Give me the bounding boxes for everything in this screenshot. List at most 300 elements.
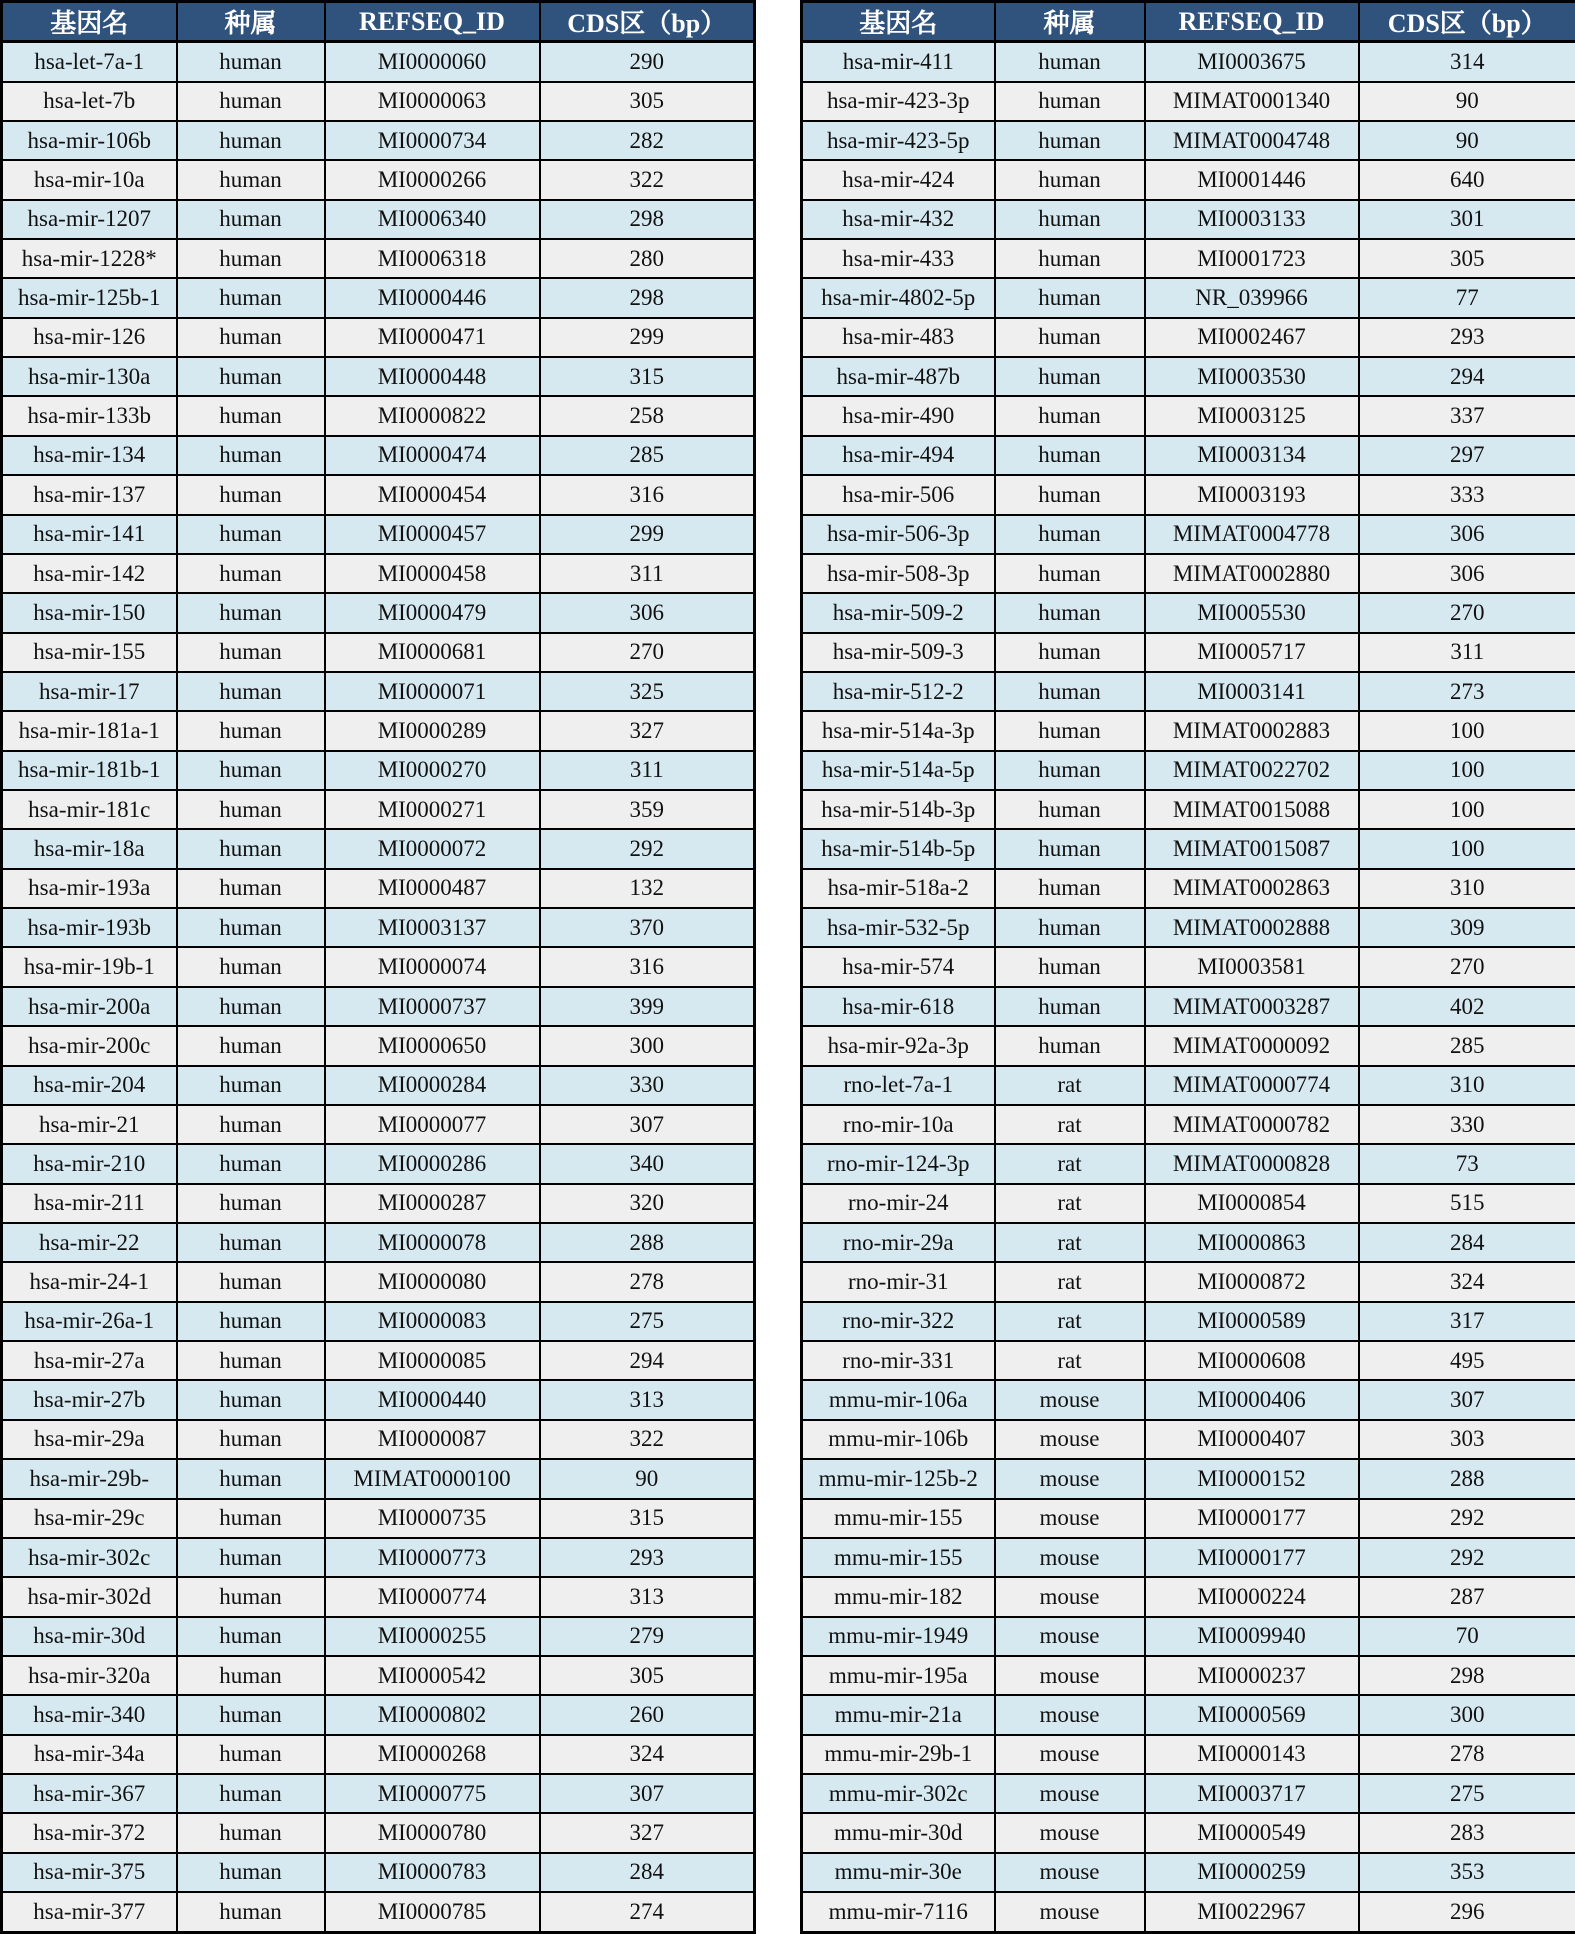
cell-refseq-id: MI0000268 [325, 1735, 540, 1774]
cell-cds-length: 282 [540, 121, 755, 160]
cell-gene-name: hsa-mir-487b [802, 357, 995, 396]
cell-refseq-id: MI0001723 [1145, 239, 1359, 278]
cell-cds-length: 307 [540, 1105, 755, 1144]
table-row [2, 751, 755, 790]
table-row [2, 357, 755, 396]
cell-cds-length: 132 [540, 869, 755, 908]
cell-gene-name: hsa-mir-514a-5p [802, 751, 995, 790]
header-refseq-id: REFSEQ_ID [1145, 2, 1359, 42]
cell-gene-name: hsa-mir-24-1 [2, 1262, 177, 1301]
table-row [802, 554, 1575, 593]
table-row [2, 160, 755, 199]
table-row [2, 1853, 755, 1892]
cell-refseq-id: MI0003125 [1145, 396, 1359, 435]
cell-species: human [177, 200, 325, 239]
cell-refseq-id: MI0000569 [1145, 1695, 1359, 1734]
cell-refseq-id: MIMAT0000774 [1145, 1066, 1359, 1105]
cell-species: rat [995, 1144, 1145, 1183]
cell-refseq-id: MI0000681 [325, 633, 540, 672]
table-row [2, 1026, 755, 1065]
cell-refseq-id: MI0000224 [1145, 1577, 1359, 1616]
table-row [2, 1499, 755, 1538]
cell-cds-length: 284 [1359, 1223, 1575, 1262]
cell-species: human [995, 357, 1145, 396]
cell-refseq-id: MI0005530 [1145, 593, 1359, 632]
cell-species: human [177, 1499, 325, 1538]
cell-gene-name: hsa-let-7b [2, 82, 177, 121]
cell-gene-name: hsa-let-7a-1 [2, 42, 177, 82]
cell-species: human [995, 987, 1145, 1026]
cell-species: human [177, 829, 325, 868]
cell-refseq-id: MI0000734 [325, 121, 540, 160]
table-row [802, 672, 1575, 711]
cell-species: human [177, 1538, 325, 1577]
cell-cds-length: 273 [1359, 672, 1575, 711]
cell-species: mouse [995, 1695, 1145, 1734]
cell-cds-length: 298 [540, 200, 755, 239]
cell-species: rat [995, 1223, 1145, 1262]
cell-refseq-id: MI0000822 [325, 396, 540, 435]
cell-gene-name: hsa-mir-424 [802, 160, 995, 199]
table-body-right [802, 42, 1575, 1933]
cell-cds-length: 280 [540, 239, 755, 278]
cell-refseq-id: MI0000457 [325, 515, 540, 554]
table-row [2, 593, 755, 632]
cell-gene-name: rno-mir-10a [802, 1105, 995, 1144]
cell-cds-length: 307 [1359, 1380, 1575, 1419]
cell-gene-name: hsa-mir-490 [802, 396, 995, 435]
cell-gene-name: hsa-mir-509-3 [802, 633, 995, 672]
cell-refseq-id: MI0003133 [1145, 200, 1359, 239]
cell-cds-length: 320 [540, 1184, 755, 1223]
table-row [802, 633, 1575, 672]
cell-refseq-id: MI0000542 [325, 1656, 540, 1695]
cell-refseq-id: MIMAT0000092 [1145, 1026, 1359, 1065]
cell-species: human [177, 1184, 325, 1223]
table-row [2, 1538, 755, 1577]
cell-gene-name: hsa-mir-181b-1 [2, 751, 177, 790]
cell-gene-name: hsa-mir-494 [802, 436, 995, 475]
cell-gene-name: rno-mir-29a [802, 1223, 995, 1262]
cell-species: human [177, 554, 325, 593]
cell-gene-name: hsa-mir-506-3p [802, 515, 995, 554]
gene-table-left [0, 0, 756, 1934]
cell-species: human [177, 1144, 325, 1183]
cell-refseq-id: MI0000083 [325, 1302, 540, 1341]
cell-gene-name: mmu-mir-106a [802, 1380, 995, 1419]
cell-refseq-id: MI0003137 [325, 908, 540, 947]
cell-species: mouse [995, 1380, 1145, 1419]
table-row [2, 554, 755, 593]
cell-species: mouse [995, 1774, 1145, 1813]
cell-species: human [995, 200, 1145, 239]
cell-cds-length: 299 [540, 318, 755, 357]
cell-species: human [177, 396, 325, 435]
cell-refseq-id: MI0000266 [325, 160, 540, 199]
cell-cds-length: 294 [540, 1341, 755, 1380]
cell-cds-length: 288 [1359, 1459, 1575, 1498]
cell-species: human [995, 908, 1145, 947]
cell-gene-name: mmu-mir-30e [802, 1853, 995, 1892]
cell-refseq-id: MI0000589 [1145, 1302, 1359, 1341]
cell-cds-length: 285 [540, 436, 755, 475]
cell-refseq-id: MI0000085 [325, 1341, 540, 1380]
cell-gene-name: hsa-mir-26a-1 [2, 1302, 177, 1341]
table-row [802, 436, 1575, 475]
table-row [2, 1420, 755, 1459]
cell-gene-name: hsa-mir-21 [2, 1105, 177, 1144]
cell-species: human [177, 947, 325, 986]
cell-refseq-id: MI0000775 [325, 1774, 540, 1813]
table-row [2, 1144, 755, 1183]
cell-species: human [995, 160, 1145, 199]
cell-species: human [177, 436, 325, 475]
table-row [2, 1774, 755, 1813]
cell-refseq-id: MI0000237 [1145, 1656, 1359, 1695]
cell-refseq-id: MIMAT0004778 [1145, 515, 1359, 554]
cell-species: human [995, 318, 1145, 357]
cell-gene-name: hsa-mir-302d [2, 1577, 177, 1616]
cell-gene-name: hsa-mir-514b-3p [802, 790, 995, 829]
cell-cds-length: 324 [1359, 1262, 1575, 1301]
cell-cds-length: 300 [1359, 1695, 1575, 1734]
cell-species: human [995, 239, 1145, 278]
cell-cds-length: 311 [1359, 633, 1575, 672]
cell-refseq-id: MI0003530 [1145, 357, 1359, 396]
cell-refseq-id: MI0000774 [325, 1577, 540, 1616]
cell-refseq-id: MI0000060 [325, 42, 540, 82]
cell-gene-name: hsa-mir-130a [2, 357, 177, 396]
cell-refseq-id: MI0003134 [1145, 436, 1359, 475]
cell-cds-length: 293 [1359, 318, 1575, 357]
cell-cds-length: 278 [1359, 1735, 1575, 1774]
cell-refseq-id: MI0000407 [1145, 1420, 1359, 1459]
cell-gene-name: hsa-mir-22 [2, 1223, 177, 1262]
cell-gene-name: mmu-mir-155 [802, 1499, 995, 1538]
cell-species: human [995, 42, 1145, 82]
cell-species: human [995, 633, 1145, 672]
cell-gene-name: hsa-mir-367 [2, 1774, 177, 1813]
cell-gene-name: hsa-mir-372 [2, 1813, 177, 1852]
cell-gene-name: hsa-mir-29b- [2, 1459, 177, 1498]
cell-species: human [177, 239, 325, 278]
cell-cds-length: 327 [540, 1813, 755, 1852]
cell-gene-name: rno-mir-24 [802, 1184, 995, 1223]
cell-species: mouse [995, 1853, 1145, 1892]
cell-species: human [177, 1380, 325, 1419]
cell-cds-length: 337 [1359, 396, 1575, 435]
cell-species: human [995, 436, 1145, 475]
cell-gene-name: hsa-mir-193a [2, 869, 177, 908]
table-row [2, 200, 755, 239]
table-row [802, 1735, 1575, 1774]
header-gene-name: 基因名 [802, 2, 995, 42]
table-row [2, 1695, 755, 1734]
cell-cds-length: 303 [1359, 1420, 1575, 1459]
cell-cds-length: 292 [540, 829, 755, 868]
cell-species: human [177, 318, 325, 357]
cell-refseq-id: MI0000471 [325, 318, 540, 357]
cell-refseq-id: MI0000863 [1145, 1223, 1359, 1262]
table-row [802, 1262, 1575, 1301]
table-row [802, 42, 1575, 82]
cell-gene-name: hsa-mir-574 [802, 947, 995, 986]
cell-gene-name: hsa-mir-423-5p [802, 121, 995, 160]
cell-species: human [177, 1617, 325, 1656]
cell-gene-name: mmu-mir-125b-2 [802, 1459, 995, 1498]
cell-species: human [995, 711, 1145, 750]
cell-refseq-id: MI0003717 [1145, 1774, 1359, 1813]
cell-species: human [177, 1105, 325, 1144]
cell-species: human [177, 869, 325, 908]
header-gene-name: 基因名 [2, 2, 177, 42]
cell-gene-name: hsa-mir-514a-3p [802, 711, 995, 750]
table-row [802, 1026, 1575, 1065]
cell-gene-name: rno-mir-331 [802, 1341, 995, 1380]
table-row [2, 1223, 755, 1262]
cell-cds-length: 287 [1359, 1577, 1575, 1616]
cell-species: human [177, 987, 325, 1026]
cell-species: human [177, 278, 325, 317]
cell-gene-name: hsa-mir-106b [2, 121, 177, 160]
table-row [802, 908, 1575, 947]
cell-refseq-id: MI0000259 [1145, 1853, 1359, 1892]
cell-gene-name: mmu-mir-29b-1 [802, 1735, 995, 1774]
cell-refseq-id: MI0000446 [325, 278, 540, 317]
cell-species: human [177, 1420, 325, 1459]
cell-refseq-id: MI0003675 [1145, 42, 1359, 82]
table-row [802, 1066, 1575, 1105]
cell-gene-name: hsa-mir-29a [2, 1420, 177, 1459]
cell-gene-name: hsa-mir-181c [2, 790, 177, 829]
cell-gene-name: hsa-mir-34a [2, 1735, 177, 1774]
table-row [802, 790, 1575, 829]
cell-cds-length: 313 [540, 1380, 755, 1419]
cell-refseq-id: MI0003581 [1145, 947, 1359, 986]
table-row [2, 790, 755, 829]
cell-refseq-id: MI0000458 [325, 554, 540, 593]
table-row [2, 278, 755, 317]
table-row [802, 160, 1575, 199]
cell-species: human [177, 1656, 325, 1695]
cell-species: human [177, 908, 325, 947]
cell-refseq-id: MI0000802 [325, 1695, 540, 1734]
cell-species: human [177, 1341, 325, 1380]
cell-cds-length: 353 [1359, 1853, 1575, 1892]
cell-cds-length: 299 [540, 515, 755, 554]
cell-cds-length: 330 [1359, 1105, 1575, 1144]
cell-refseq-id: MI0000487 [325, 869, 540, 908]
cell-species: rat [995, 1184, 1145, 1223]
table-row [802, 1341, 1575, 1380]
cell-gene-name: hsa-mir-137 [2, 475, 177, 514]
cell-refseq-id: MI0000074 [325, 947, 540, 986]
table-row [802, 947, 1575, 986]
cell-species: mouse [995, 1420, 1145, 1459]
table-row [2, 1735, 755, 1774]
cell-refseq-id: MI0000440 [325, 1380, 540, 1419]
cell-cds-length: 288 [540, 1223, 755, 1262]
table-row [802, 1538, 1575, 1577]
cell-gene-name: hsa-mir-92a-3p [802, 1026, 995, 1065]
table-row [2, 987, 755, 1026]
cell-gene-name: hsa-mir-27a [2, 1341, 177, 1380]
cell-species: human [995, 869, 1145, 908]
cell-cds-length: 333 [1359, 475, 1575, 514]
table-row [802, 1774, 1575, 1813]
cell-refseq-id: MI0000177 [1145, 1538, 1359, 1577]
table-row [802, 82, 1575, 121]
cell-refseq-id: MI0000785 [325, 1892, 540, 1932]
cell-gene-name: hsa-mir-1207 [2, 200, 177, 239]
cell-cds-length: 292 [1359, 1499, 1575, 1538]
cell-gene-name: hsa-mir-19b-1 [2, 947, 177, 986]
cell-refseq-id: MI0000737 [325, 987, 540, 1026]
cell-cds-length: 298 [1359, 1656, 1575, 1695]
cell-species: human [177, 751, 325, 790]
table-row [2, 515, 755, 554]
cell-gene-name: rno-mir-124-3p [802, 1144, 995, 1183]
cell-gene-name: hsa-mir-29c [2, 1499, 177, 1538]
cell-cds-length: 283 [1359, 1813, 1575, 1852]
cell-species: mouse [995, 1577, 1145, 1616]
table-row [802, 1223, 1575, 1262]
table-row [802, 1105, 1575, 1144]
table-row [2, 1892, 755, 1932]
cell-species: human [177, 475, 325, 514]
cell-species: human [995, 947, 1145, 986]
table-row [2, 82, 755, 121]
cell-refseq-id: MI0000454 [325, 475, 540, 514]
header-cds-length: CDS区（bp） [1359, 2, 1575, 42]
table-row [2, 436, 755, 475]
cell-cds-length: 307 [540, 1774, 755, 1813]
cell-gene-name: mmu-mir-106b [802, 1420, 995, 1459]
cell-species: human [177, 121, 325, 160]
table-row [2, 1184, 755, 1223]
cell-cds-length: 306 [1359, 515, 1575, 554]
cell-refseq-id: MI0000479 [325, 593, 540, 632]
cell-gene-name: hsa-mir-411 [802, 42, 995, 82]
table-row [802, 1577, 1575, 1616]
cell-cds-length: 70 [1359, 1617, 1575, 1656]
cell-refseq-id: MI0000255 [325, 1617, 540, 1656]
cell-gene-name: hsa-mir-1228* [2, 239, 177, 278]
cell-cds-length: 640 [1359, 160, 1575, 199]
header-species: 种属 [177, 2, 325, 42]
cell-cds-length: 324 [540, 1735, 755, 1774]
cell-species: human [177, 357, 325, 396]
cell-cds-length: 284 [540, 1853, 755, 1892]
table-row [802, 1617, 1575, 1656]
cell-gene-name: mmu-mir-195a [802, 1656, 995, 1695]
table-row [802, 1892, 1575, 1932]
cell-species: human [177, 1066, 325, 1105]
cell-species: human [995, 829, 1145, 868]
cell-cds-length: 270 [1359, 947, 1575, 986]
table-row [802, 1853, 1575, 1892]
table-row [2, 1617, 755, 1656]
cell-refseq-id: MI0000270 [325, 751, 540, 790]
cell-refseq-id: MIMAT0002888 [1145, 908, 1359, 947]
cell-species: human [177, 1262, 325, 1301]
table-row [2, 633, 755, 672]
cell-refseq-id: MI0000080 [325, 1262, 540, 1301]
table-row [2, 318, 755, 357]
table-row [802, 1656, 1575, 1695]
table-row [802, 1184, 1575, 1223]
cell-refseq-id: MIMAT0000828 [1145, 1144, 1359, 1183]
cell-cds-length: 275 [1359, 1774, 1575, 1813]
cell-refseq-id: MIMAT0003287 [1145, 987, 1359, 1026]
table-row [2, 1066, 755, 1105]
cell-gene-name: mmu-mir-302c [802, 1774, 995, 1813]
cell-cds-length: 279 [540, 1617, 755, 1656]
cell-refseq-id: MI0005717 [1145, 633, 1359, 672]
cell-gene-name: mmu-mir-155 [802, 1538, 995, 1577]
cell-gene-name: rno-mir-322 [802, 1302, 995, 1341]
table-row [802, 869, 1575, 908]
header-refseq-id: REFSEQ_ID [325, 2, 540, 42]
cell-refseq-id: MI0003141 [1145, 672, 1359, 711]
cell-gene-name: hsa-mir-508-3p [802, 554, 995, 593]
cell-cds-length: 296 [1359, 1892, 1575, 1932]
cell-cds-length: 100 [1359, 711, 1575, 750]
cell-refseq-id: MI0001446 [1145, 160, 1359, 199]
cell-refseq-id: MIMAT0000782 [1145, 1105, 1359, 1144]
table-row [802, 357, 1575, 396]
cell-species: human [177, 1026, 325, 1065]
cell-gene-name: hsa-mir-181a-1 [2, 711, 177, 750]
cell-cds-length: 260 [540, 1695, 755, 1734]
table-row [2, 672, 755, 711]
cell-gene-name: hsa-mir-514b-5p [802, 829, 995, 868]
cell-gene-name: hsa-mir-200c [2, 1026, 177, 1065]
cell-cds-length: 359 [540, 790, 755, 829]
table-row [802, 1302, 1575, 1341]
cell-cds-length: 100 [1359, 790, 1575, 829]
cell-species: human [995, 278, 1145, 317]
cell-cds-length: 298 [540, 278, 755, 317]
header-row [802, 2, 1575, 42]
table-row [802, 987, 1575, 1026]
cell-cds-length: 309 [1359, 908, 1575, 947]
cell-species: human [177, 1223, 325, 1262]
cell-gene-name: hsa-mir-518a-2 [802, 869, 995, 908]
cell-cds-length: 322 [540, 160, 755, 199]
cell-refseq-id: MI0000286 [325, 1144, 540, 1183]
cell-gene-name: hsa-mir-340 [2, 1695, 177, 1734]
cell-gene-name: hsa-mir-483 [802, 318, 995, 357]
cell-cds-length: 495 [1359, 1341, 1575, 1380]
cell-gene-name: hsa-mir-512-2 [802, 672, 995, 711]
cell-species: human [995, 515, 1145, 554]
cell-refseq-id: MI0000650 [325, 1026, 540, 1065]
cell-species: human [177, 1735, 325, 1774]
cell-species: human [995, 554, 1145, 593]
cell-gene-name: hsa-mir-200a [2, 987, 177, 1026]
cell-cds-length: 77 [1359, 278, 1575, 317]
cell-cds-length: 294 [1359, 357, 1575, 396]
cell-gene-name: hsa-mir-125b-1 [2, 278, 177, 317]
cell-species: rat [995, 1302, 1145, 1341]
cell-refseq-id: MIMAT0015087 [1145, 829, 1359, 868]
table-row [802, 1813, 1575, 1852]
cell-refseq-id: MIMAT0002863 [1145, 869, 1359, 908]
cell-refseq-id: MI0000854 [1145, 1184, 1359, 1223]
cell-species: human [177, 1892, 325, 1932]
cell-refseq-id: MI0000177 [1145, 1499, 1359, 1538]
